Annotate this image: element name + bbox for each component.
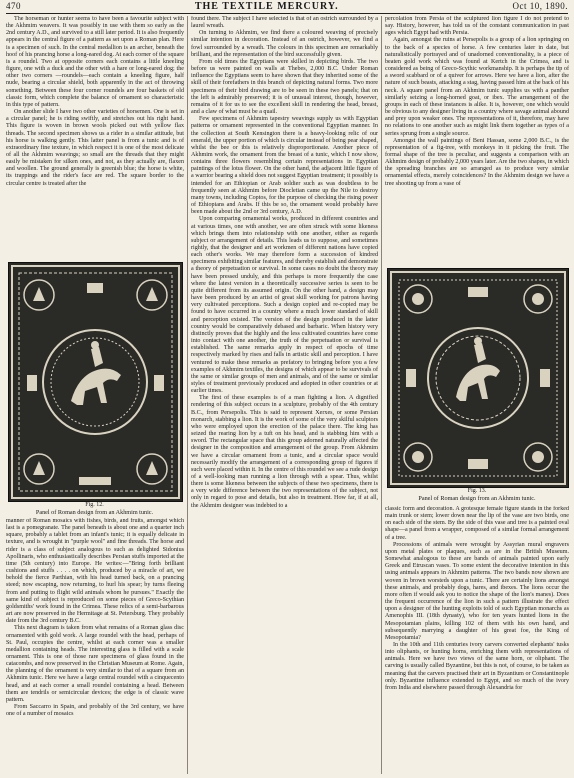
paragraph: found there. The subject I have selected is that of an ostrich surrounded by a laurel wreath. — [191, 16, 378, 30]
figure-13-panel — [387, 268, 569, 488]
figure-12-caption: Panel of Roman design from an Akhmim tunic. — [35, 509, 154, 516]
page-number: 470 — [6, 1, 21, 11]
paragraph: On turning to Akhmim, we find there a coloured weaving of precisely similar intention in decoration. Instead of an ostrich, however, we find a fowl surrounded by a wreath. The colours in this specimen are remarkably brilliant, and the representation of the bird successfully given. — [191, 30, 378, 58]
figure-13-caption: Panel of Roman design from an Akhmim tunic. — [418, 495, 536, 502]
paragraph: Amongst the wall paintings of Beni Hassan, some 2,000 B.C., is the representation of a fig-tree, with monkeys in it picking the fruit. The formal shape of the tree is peculiar, and suggests a comparison with an Akhmim design of probably 2,000 years later. Are the two shapes, in which the spreading branches are so arranged as to produce very similar ornamental effects, merely coincidences? In the Akhmim design we have a tree shooting up from a vase of — [385, 137, 569, 187]
paragraph: Few specimens of Akhmim tapestry weavings supply us with Egyptian patterns or ornament represented in the conventional Egyptian manner. In the collection at South Kensington there is a heavy-looking relic of our emerald, the upper portion of which is circular instead of being pear shaped, whilst the bee or ibis is relatively disproportionate. Another piece of Akhmim work, the ornament from the breast of a tunic, which I now show, contains three flowers resembling certain representations in Egyptian paintings of the lotus flower. On the other hand, the adjacent little figure of a warrior bearing a shield does not suggest Egyptian treatment; it possibly is intended for an Ethiopian or Arab soldier such as was doubtless to be frequently seen at Akhmim before Diocletian came up the Nile to destroy many towns, including Coptos, for the purpose of checking the rising power of Ethiopians and Arabs. If this be so, the ornament would probably have been made about the 2nd or 3rd century, A.D. — [191, 116, 378, 216]
roman-panel-illustration — [388, 269, 568, 487]
column-3-continued — [385, 506, 569, 774]
roman-panel-illustration — [9, 263, 182, 501]
paragraph: Processions of animals were wrought by Assyrian mural engravers upon metal plates or plaques, such as are in the British Museum. Somewhat analogous to these are bands of animals painted upon early Greek and Etruscan vases. To some extent the decorative intention in this using animals appears in Akhmim patterns. The two bands now shown are woven in brown worsteds upon a tunic. There are certainly lions amongst these animals, and probably dogs, hares, and ibexes. The lions occur the more often if would ask you to notice the shape of the lion's manes). Does the frequent occurrence of the lion in such a pattern illustrate the effect upon a designer of the hunting exploits told of such Egyptian monarchs as Amenophis III. (18th dynasty), who for ten years hunted lions in the Mesopotamian plains, killing 102 of them with his own hand, and subsequently marrying a daughter of his great foe, the King of Mesopotamia? — [385, 541, 569, 641]
header-rule — [6, 13, 568, 14]
paragraph: On another slide I have two other varieties of horsemen. One is set in a circular panel; he is riding swiftly, and stretches out his right hand. This figure is woven in brown wools picked out with yellow flax threads. The second specimen shows us a rider in a similar attitude, but his horse is walking gently. This latter panel is from a tunic and is of extraordinary fine texture, in which respect it is one of the most delicate of all the Akhmim weavings; so small are the threads that they might easily be mistaken for silken ones, and not, as they actually are, flaxen and woollen. The ground generally is greenish blue; the horse is white, its trappings and the rider's face are red. The square border to the circular centre is treated after the — [6, 109, 184, 187]
paragraph: The horseman or hunter seems to have been a favourite subject with the Akhmim weavers. It was possibly in use with them so early as the 2nd century A.D., and survived to a still later period. It is also frequently appears in the central figure of a pattern as set upon a Roman plan. Here is a specimen of such. In the central medallion is an archer, beneath the hoof of his prancing horse a long-eared dog. At each corner of the square is a roundel. Two at opposite corners each contains a little kneeling figure, one with a duck and the other with a hare or long-eared dog; the other two corners —roundels—each contain a kneeling figure, half nude, bearing a circular shield, both apparently in the act of throwing something. Between these four corner roundels are four baskets of old classic form, which complete the balance of ornament so characteristic in this type of pattern. — [6, 16, 184, 108]
paragraph: From Saccarro in Spain, and probably of the 3rd century, we have one of a number of mosaics — [6, 704, 184, 718]
figure-12-panel — [8, 262, 183, 502]
paragraph: This next diagram is taken from what remains of a Roman glass disc ornamented with gold work. A large roundel with the head, perhaps of St. Paul, occupies the centre, whilst at each corner was a smaller medallion containing heads. The interesting glass is filled with a scale ornament. This is one of those rare specimens of glass found in the catacombs, and now preserved in the Christian Museum at Rome. Again, the planning of the ornament is very similar to that of a square from an Akhmim tunic. Here we have a large central roundel with a cinquecento head, and at each corner a small roundel containing a head. Between them are tendrils or semicircular devices; the edge is of classic wave pattern. — [6, 625, 184, 703]
paragraph: In the 10th and 11th centuries ivory carvers converted elephants' tusks into oliphants, or hunting horns, enriching them with representations of animals. Here we have two views of the same horn, or oliphant. The carving is usually called Byzantine, but this is not, of course, to be taken as meaning that the carvers practised their art in Byzantium or Constantinople only. Byzantine influence extended to Egypt, and so much of the ivory from India and elsewhere passed through Alexandria for — [385, 641, 569, 691]
column-divider — [187, 16, 188, 774]
paragraph: The first of these examples is of a man fighting a lion. A dignified rendering of this subject occurs in a sculpture, probably of the 4th century B.C., from Persepolis. This is said to represent Xerxes, or some Persian monarch, stabbing a lion. It is the work of some of the very skilful sculptors who were employed upon the erection of the palace there. The king has seized the rearing lion by a tuft on his head, and is stabbing him with a sword. The rectangular space that this group adorned naturally affected the designer in the composition and arrangement of the group. From Akhmim we have a circular ornament from a tunic, and a circular space would necessarily modify the arrangement of a corresponding group of figures if such were placed within it. In the centre of this roundel we see a rude design of a well-looking man running a lion through with a spear. Thus, whilst there is some likeness between the subjects of these two specimens, there is a very wide difference between the two representations of the subject, not only in regard to pose and details, but also in treatment. How far, if at all, the Akhmim designer was indebted to a — [191, 395, 378, 509]
publication-title: THE TEXTILE MERCURY. — [194, 0, 339, 12]
column-1-continued — [6, 518, 184, 774]
paragraph: manner of Roman mosaics with fishes, birds, and fruits, amongst which last is a pomegranate. The panel beneath is about one and a quarter inch square, probably a tablet from an infant's tunic; it is equally delicate in texture, and is wrought in "purple wool" and fine threads. The horse and rider is a class of subject analogous to such as delighted Sidonius Apollinaris, who enthusiastically describes Persian stuffs imported at the time (5th century) into Europe. He writes:—"Bring forth brilliant cushions and stuffs . . . . on which, produced by a miracle of art, we behold the fierce Parthian, with his head turned back, on a prancing steed; now escaping, now returning, to hurl his spear; by turns fleeing from and putting to flight wild animals whom he pursues." Exactly the same kind of subject is reproduced on some pieces of Greco-Scythian goldsmiths' work found in the Crimea. These relics of a semi-barbarous art are now preserved in the Hermitage at St. Petersburg. They probably date from the 3rd century B.C. — [6, 518, 184, 625]
figure-12-number: Fig. 12. — [85, 502, 104, 508]
paragraph: Again, amongst the ruins at Persepolis is a group of a lion springing on to the back of a species of horse. A few centuries later in date, but naturalistically portrayed and of unadorned conventionality, is a piece of beaten gold work which was found at Kertch in the Crimea, and is considered as being of Greco-Scythic workmanship. It is perhaps the tip of a sword scabbard or of a quiver for arrows. Here we have a lion, after the nature of such beasts, attacking a stag, having passed him at the back of his neck. A square panel from an Akhmim tunic supplies us with a panther similarly seizing a long-horned goat, or ibex. The arrangement of the groups in each of these instances is alike. It is, however, one which would be obvious to any designer living in a country where savage animal abound and prey upon weaker ones. The representations of it, therefore, may have no relations to one another such as might link them together as types of a series sprung from a single source. — [385, 37, 569, 137]
page-header — [6, 0, 568, 12]
column-2 — [191, 16, 378, 774]
figure-13-number: Fig. 13. — [467, 488, 487, 494]
issue-date: Oct 10, 1890. — [512, 1, 568, 11]
column-divider — [381, 16, 382, 774]
paragraph: percolation from Persia of the sculptured lion figure I do not pretend to say. History, however, has told us of the constant communication in past ages which Egypt had with Persia. — [385, 16, 569, 37]
paragraph: From old times the Egyptians were skilled in depicting birds. The two before us were painted on walls at Thebes, 2,000 B.C. Under Roman influence the Egyptians seem to have shown that they inherited some of the skill of their forefathers in this branch of depicting natural forms. Two more specimens of their bird drawing are to be seen in these two panels; that on the left is admirably preserved; it is of unusual interest, though, however, remains of it for us to see the excellent skill in rendering the head, breast, and a claw of what must be a quail. — [191, 58, 378, 116]
paragraph: Upon comparing ornamental works, produced in different countries and at various times, one with another, we are often struck with some likeness which brings them into relationship with one another, either as regards subject or arrangement of details. This leads us to suppose, and sometimes rightly, that the designer and art workmen of different nations have copied each other's works. We may therefore form a succession of kindred specimens exhibiting similar features, and thereby establish and demonstrate a theory of perpetuation or survival. In some cases no doubt the theory may have been pressed unduly, and this perhaps is more frequently the case where the latest version in a theoretically successive series is seen to be quite different from its assumed origin. On the other hand, a design may have been produced by an artist of great skill working for patrons having very cultivated perceptions. Such a design copied and re-copied may be found to have occurred in a country where a much lower standard of skill and perception existed. The version of the design produced in the latter country would be comparatively debased and barbaric. When history very distinctly proves that the highly and the less cultivated countries have come into contact with one another, the truth of the perpetuation or survival is established. The same remarks apply in respect of epochs of time respectively marked by rises and falls in artistic skill and perception. I have ventured to make these remarks as prefatory to bringing before you a few examples of Akhmim textiles, the designs of which appear to be survivals of the same or similar groups of men and animals, and of the same or similar styles of treatment previously produced and adopted in other countries or at earlier times. — [191, 216, 378, 395]
paragraph: classic form and decoration. A grotesque female figure stands in the forked main trunk or stem; lower down near the lip of the vase are two birds, one on each side of the stem. By the side of this vase and tree is a painted oval shape—a panel from a wrapper, composed of a similar formal arrangement of a tree. — [385, 506, 569, 541]
